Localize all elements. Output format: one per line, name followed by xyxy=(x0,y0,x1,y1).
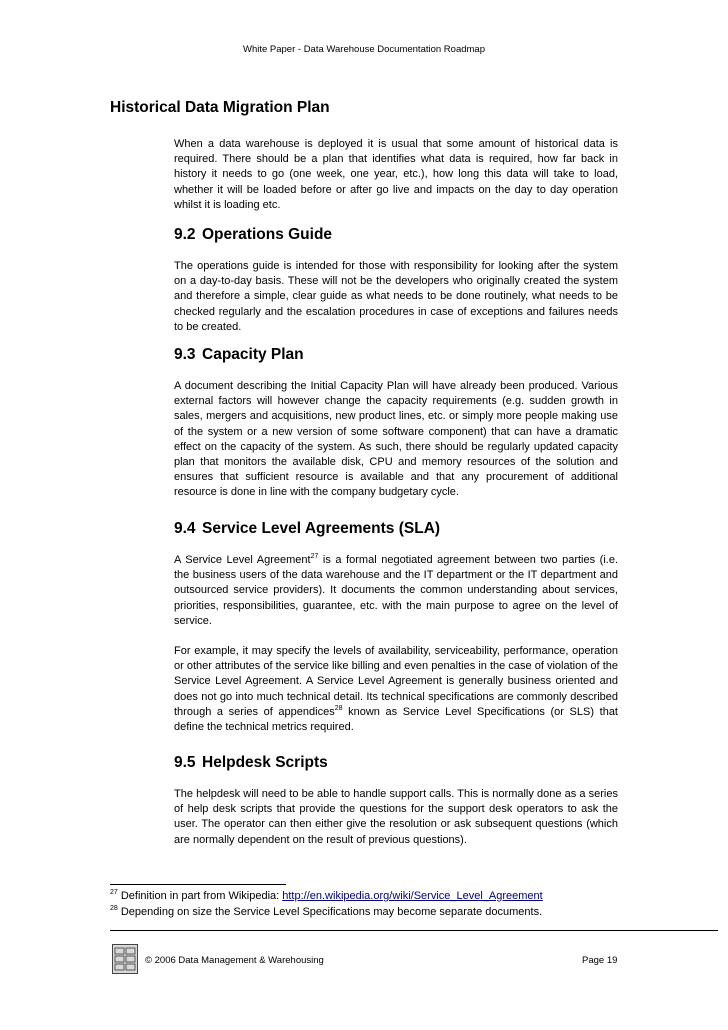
section-paragraph: The helpdesk will need to be able to handle support calls. This is normally done as a series of help desk scripts that provide the questions for the support desk operators to ask the user. The operator can then either give the resolution or ask subsequent questions (which are normally dependent on the result of previous questions). xyxy=(174,788,618,846)
running-header: White Paper - Data Warehouse Documentation Roadmap xyxy=(242,44,486,55)
section-title: Capacity Plan xyxy=(202,346,304,363)
section-helpdesk-scripts xyxy=(174,754,618,848)
footnote-number: 27 xyxy=(110,889,118,896)
section-paragraph: A document describing the Initial Capacity Plan will have already been produced. Various external factors will however change the capacity requirements (e.g. sudden growth in sales, mergers and acquisitions, new product lines, etc. or simply more people making use of the system or a new version of some software component) that can have a dramatic effect on the capacity of the system. As such, there should be regularly updated capacity plan that monitors the available disk, CPU and memory resources of the solution and ensures that sufficient resource is available and that any procurement of additional resource is done in line with the company budgetary cycle. xyxy=(174,380,618,499)
text-span: For example, it may specify the levels of availability, serviceability, performance, operation or other attributes of the service like billing and even penalties in the case of violation of the Service Level Agreement. A Service Level Agreement is generally business oriented and does not go into much technical detail. Its technical specifications are commonly described through a series of appendices xyxy=(174,645,618,718)
footnote-divider xyxy=(110,884,286,885)
text-span: A Service Level Agreement xyxy=(174,554,311,566)
section-heading xyxy=(174,754,618,772)
text-span: is a formal negotiated agreement between two parties (i.e. the business users of the data warehouse and the IT department or the IT department and outsourced service providers). It documents the common understanding about services, priorities, responsibilities, guarantee, etc. with the main purpose to agree on the level of service. xyxy=(174,554,619,627)
section-operations-guide xyxy=(174,226,618,335)
section-title: Operations Guide xyxy=(202,226,333,243)
footer-page-number: Page 19 xyxy=(582,955,618,966)
section-title: Service Level Agreements (SLA) xyxy=(202,520,441,537)
footnote-number: 28 xyxy=(110,905,118,912)
section-title: Helpdesk Scripts xyxy=(202,754,328,771)
section-number: 9.5 xyxy=(174,754,196,771)
footer-divider xyxy=(110,930,718,931)
company-logo xyxy=(112,944,138,974)
footnote-text: Depending on size the Service Level Specifications may become separate documents. xyxy=(117,906,543,918)
section-capacity-plan xyxy=(174,346,618,501)
section-number: 9.4 xyxy=(174,520,196,537)
text-span: known as Service Level Specifications (or SLS) that define the technical metrics required. xyxy=(174,705,618,734)
footnote-27 xyxy=(110,889,543,903)
footnote-link[interactable]: http://en.wikipedia.org/wiki/Service_Level_Agreement xyxy=(282,890,543,902)
section-heading xyxy=(174,346,618,364)
footnote-28 xyxy=(110,905,542,919)
section-paragraph-1 xyxy=(174,553,618,629)
intro-paragraph: When a data warehouse is deployed it is usual that some amount of historical data is required. There should be a plan that identifies what data is required, how far back in history it needs to go (one week, one year, etc.), how long this data will take to load, whether it will be loaded before or after go live and impacts on the day to day operation whilst it is loading etc. xyxy=(174,138,618,211)
section-heading xyxy=(174,226,618,244)
section-number: 9.2 xyxy=(174,226,196,243)
footnote-ref[interactable]: 27 xyxy=(310,553,319,560)
section-sla xyxy=(174,520,618,735)
intro-block xyxy=(174,137,618,213)
footnote-text: Definition in part from Wikipedia: xyxy=(117,890,283,902)
logo-graphic xyxy=(113,945,137,973)
section-paragraph: The operations guide is intended for those with responsibility for looking after the system on a day-to-day basis. These will not be the developers who originally created the system and therefore a simple, clear guide as what needs to be done routinely, what needs to be checked regularly and the escalation procedures in case of exceptions and failures needs to be created. xyxy=(174,260,618,333)
footer-copyright: © 2006 Data Management & Warehousing xyxy=(145,955,324,966)
section-heading xyxy=(174,520,618,538)
page-title: Historical Data Migration Plan xyxy=(110,99,330,116)
section-number: 9.3 xyxy=(174,346,196,363)
section-paragraph-2 xyxy=(174,644,618,735)
footnote-ref[interactable]: 28 xyxy=(334,704,343,712)
